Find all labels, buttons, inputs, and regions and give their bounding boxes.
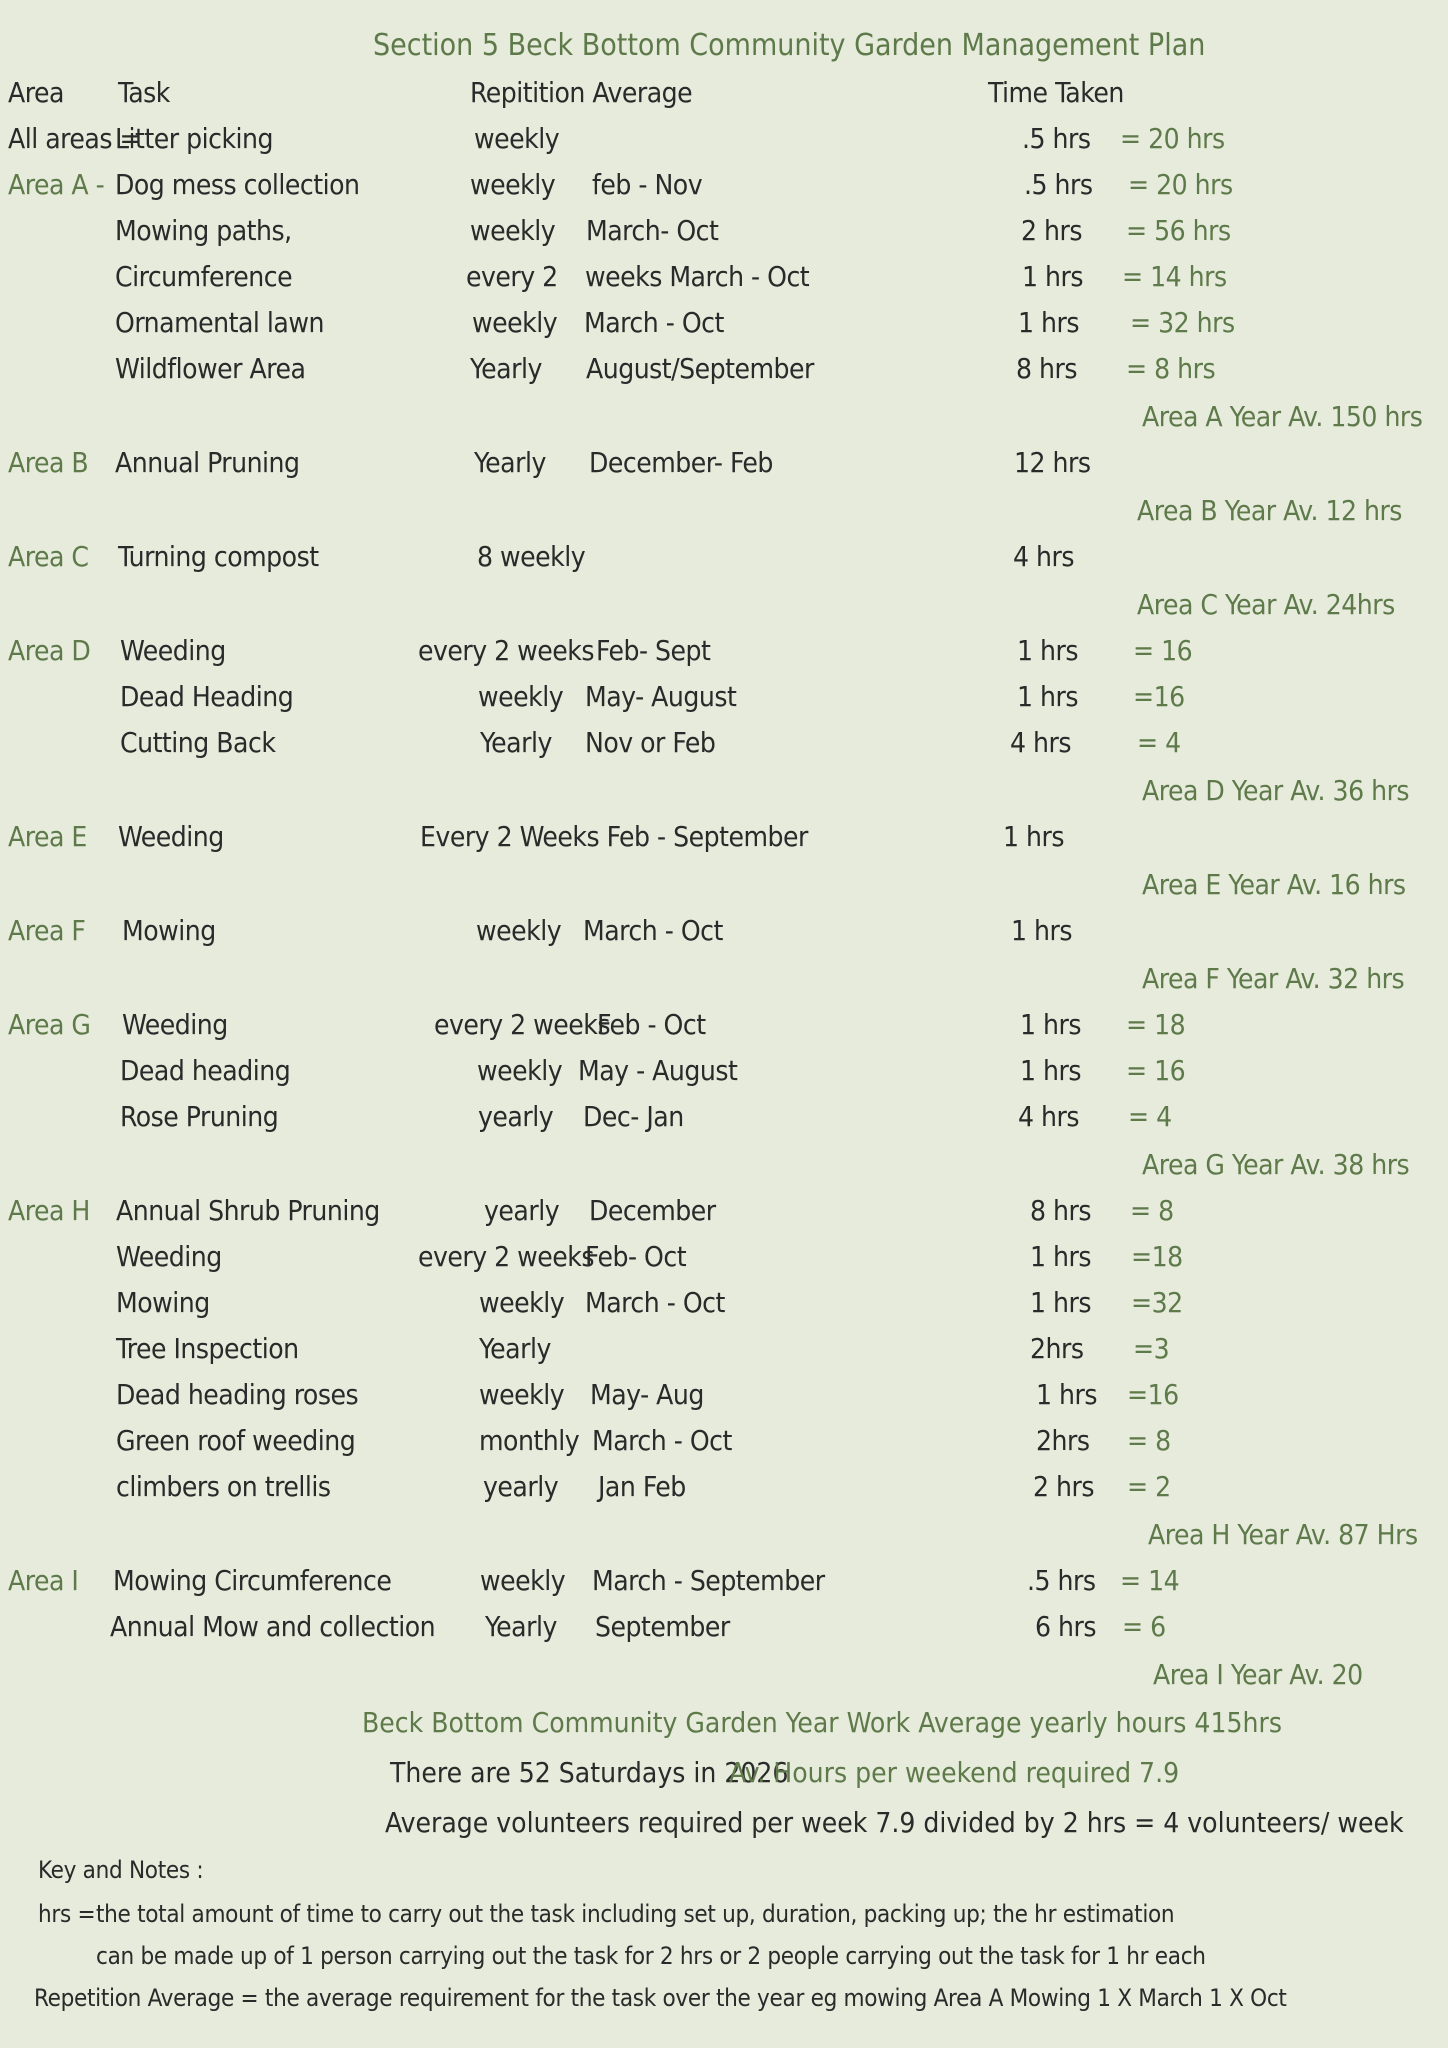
row-rep: Yearly	[474, 446, 546, 479]
subtotal-area-c: Area C Year Av. 24hrs	[1137, 588, 1395, 621]
row-total: =3	[1133, 1332, 1170, 1365]
header-time: Time Taken	[988, 76, 1124, 109]
row-period: December	[589, 1194, 716, 1227]
row-total: =16	[1133, 680, 1185, 713]
row-time: 2 hrs	[1033, 1470, 1094, 1503]
row-task: Tree Inspection	[116, 1332, 299, 1365]
row-time: 2hrs	[1036, 1424, 1090, 1457]
row-area: Area F	[8, 914, 86, 947]
row-task: Mowing	[116, 1286, 210, 1319]
row-time: 6 hrs	[1035, 1610, 1096, 1643]
header-area: Area	[8, 76, 64, 109]
row-period: September	[595, 1610, 730, 1643]
row-task: climbers on trellis	[116, 1470, 331, 1503]
row-task: Weeding	[118, 820, 224, 853]
row-total: = 8	[1130, 1194, 1174, 1227]
row-rep: every 2 weeks	[418, 634, 595, 667]
row-area: Area A -	[8, 168, 105, 201]
row-total: =16	[1127, 1378, 1179, 1411]
row-area: Area B	[8, 446, 89, 479]
row-time: 1 hrs	[1020, 1054, 1081, 1087]
row-total: = 8	[1127, 1424, 1171, 1457]
row-total: = 56 hrs	[1126, 214, 1231, 247]
row-time: 12 hrs	[1014, 446, 1091, 479]
row-total: = 18	[1126, 1008, 1186, 1041]
row-period: weeks March - Oct	[585, 260, 810, 293]
row-area: Area C	[8, 540, 89, 573]
row-rep: yearly	[483, 1470, 559, 1503]
row-total: = 4	[1128, 1100, 1172, 1133]
row-task: Litter picking	[115, 122, 274, 155]
row-total: = 6	[1122, 1610, 1166, 1643]
row-task: Green roof weeding	[116, 1424, 356, 1457]
row-period: Feb- Sept	[596, 634, 711, 667]
row-period: Feb - Oct	[597, 1008, 706, 1041]
row-time: 1 hrs	[1030, 1240, 1091, 1273]
header-repetition: Repitition Average	[470, 76, 693, 109]
row-area: Area G	[8, 1008, 91, 1041]
row-time: 1 hrs	[1003, 820, 1064, 853]
row-total: = 4	[1137, 726, 1181, 759]
row-task: Mowing paths,	[115, 214, 292, 247]
row-rep: every 2	[466, 260, 558, 293]
subtotal-area-d: Area D Year Av. 36 hrs	[1142, 774, 1410, 807]
row-total: =18	[1131, 1240, 1183, 1273]
row-period: March- Oct	[586, 214, 719, 247]
row-task: Annual Mow and collection	[110, 1610, 436, 1643]
subtotal-area-e: Area E Year Av. 16 hrs	[1142, 868, 1406, 901]
summary-year-work: Beck Bottom Community Garden Year Work Average yearly hours 415hrs	[362, 1706, 1282, 1739]
row-task: Dead Heading	[120, 680, 294, 713]
row-total: = 20 hrs	[1128, 168, 1233, 201]
row-period: December- Feb	[589, 446, 773, 479]
row-period: March - Oct	[592, 1424, 732, 1457]
row-time: 1 hrs	[1036, 1378, 1097, 1411]
row-task: Cutting Back	[120, 726, 276, 759]
row-rep: weekly	[480, 1564, 566, 1597]
row-total: =32	[1131, 1286, 1183, 1319]
row-period: feb - Nov	[592, 168, 703, 201]
subtotal-area-g: Area G Year Av. 38 hrs	[1142, 1148, 1410, 1181]
row-period: March - September	[592, 1564, 825, 1597]
row-rep: Yearly	[479, 1332, 551, 1365]
row-time: .5 hrs	[1024, 168, 1093, 201]
row-area: All areas =	[8, 122, 141, 155]
row-period: August/September	[586, 352, 814, 385]
row-rep: Every 2 Weeks Feb - September	[420, 820, 808, 853]
summary-saturdays: There are 52 Saturdays in 2026	[390, 1756, 789, 1789]
row-period: May - August	[578, 1054, 738, 1087]
notes-hrs-text-2: can be made up of 1 person carrying out the task for 2 hrs or 2 people carrying out the task for 1 hr each	[96, 1942, 1206, 1970]
notes-repetition: Repetition Average = the average requirement for the task over the year eg mowing Area A Mowing 1 X March 1 X Oct	[34, 1984, 1287, 2012]
row-rep: weekly	[472, 306, 558, 339]
row-time: 2 hrs	[1021, 214, 1082, 247]
row-rep: monthly	[479, 1424, 580, 1457]
row-task: Weeding	[120, 634, 226, 667]
row-period: March - Oct	[585, 1286, 725, 1319]
row-time: 1 hrs	[1018, 306, 1079, 339]
row-area: Area H	[8, 1194, 90, 1227]
notes-hrs-text-1: the total amount of time to carry out the task including set up, duration, packing up; the hr estimation	[96, 1900, 1175, 1928]
row-rep: weekly	[479, 1286, 565, 1319]
header-task: Task	[118, 76, 170, 109]
row-period: Nov or Feb	[585, 726, 716, 759]
row-rep: Yearly	[470, 352, 542, 385]
row-time: 1 hrs	[1020, 1008, 1081, 1041]
row-time: 1 hrs	[1011, 914, 1072, 947]
row-total: = 32 hrs	[1130, 306, 1235, 339]
subtotal-area-b: Area B Year Av. 12 hrs	[1137, 494, 1402, 527]
row-task: Turning compost	[118, 540, 319, 573]
summary-volunteers: Average volunteers required per week 7.9 divided by 2 hrs = 4 volunteers/ week	[385, 1806, 1404, 1839]
row-task: Dead heading roses	[116, 1378, 359, 1411]
row-time: 1 hrs	[1030, 1286, 1091, 1319]
row-task: Annual Shrub Pruning	[116, 1194, 380, 1227]
row-rep: weekly	[476, 914, 562, 947]
row-time: 1 hrs	[1017, 634, 1078, 667]
row-time: .5 hrs	[1027, 1564, 1096, 1597]
row-total: = 2	[1127, 1470, 1171, 1503]
row-total: = 8 hrs	[1126, 352, 1216, 385]
row-time: .5 hrs	[1022, 122, 1091, 155]
row-rep: every 2 weeks	[418, 1240, 595, 1273]
row-total: = 14 hrs	[1122, 260, 1227, 293]
subtotal-area-h: Area H Year Av. 87 Hrs	[1148, 1518, 1418, 1551]
row-rep: 8 weekly	[477, 540, 586, 573]
row-task: Rose Pruning	[120, 1100, 279, 1133]
row-rep: weekly	[474, 122, 560, 155]
row-period: March - Oct	[583, 914, 723, 947]
row-task: Weeding	[116, 1240, 222, 1273]
row-task: Mowing	[122, 914, 216, 947]
row-period: March - Oct	[584, 306, 724, 339]
row-time: 4 hrs	[1013, 540, 1074, 573]
row-total: = 16	[1133, 634, 1193, 667]
row-period: May- Aug	[590, 1378, 704, 1411]
row-task: Circumference	[115, 260, 293, 293]
row-rep: weekly	[479, 1378, 565, 1411]
subtotal-area-f: Area F Year Av. 32 hrs	[1142, 962, 1405, 995]
row-rep: Yearly	[485, 1610, 557, 1643]
row-time: 2hrs	[1030, 1332, 1084, 1365]
row-task: Wildflower Area	[115, 352, 306, 385]
row-time: 8 hrs	[1030, 1194, 1091, 1227]
row-total: = 16	[1126, 1054, 1186, 1087]
page-title: Section 5 Beck Bottom Community Garden Management Plan	[373, 28, 1206, 63]
row-rep: weekly	[478, 680, 564, 713]
row-task: Dead heading	[120, 1054, 291, 1087]
row-task: Ornamental lawn	[115, 306, 324, 339]
row-rep: yearly	[478, 1100, 554, 1133]
row-rep: weekly	[470, 214, 556, 247]
notes-hrs-key: hrs =	[38, 1900, 96, 1928]
row-rep: yearly	[484, 1194, 560, 1227]
row-time: 4 hrs	[1018, 1100, 1079, 1133]
row-total: = 20 hrs	[1120, 122, 1225, 155]
row-task: Mowing Circumference	[113, 1564, 392, 1597]
row-area: Area E	[8, 820, 87, 853]
row-period: May- August	[585, 680, 737, 713]
row-time: 1 hrs	[1022, 260, 1083, 293]
row-period: Dec- Jan	[583, 1100, 684, 1133]
row-task: Annual Pruning	[115, 446, 300, 479]
row-rep: weekly	[477, 1054, 563, 1087]
notes-heading: Key and Notes :	[38, 1856, 204, 1884]
row-rep: Yearly	[480, 726, 552, 759]
subtotal-area-a: Area A Year Av. 150 hrs	[1142, 400, 1423, 433]
row-area: Area I	[8, 1564, 79, 1597]
row-period: Jan Feb	[598, 1470, 686, 1503]
row-task: Dog mess collection	[115, 168, 360, 201]
row-rep: weekly	[470, 168, 556, 201]
subtotal-area-i: Area I Year Av. 20	[1153, 1658, 1363, 1691]
row-time: 8 hrs	[1016, 352, 1077, 385]
row-rep: every 2 weeks	[434, 1008, 611, 1041]
row-time: 4 hrs	[1010, 726, 1071, 759]
row-period: Feb- Oct	[585, 1240, 687, 1273]
row-time: 1 hrs	[1017, 680, 1078, 713]
row-task: Weeding	[122, 1008, 228, 1041]
summary-hours-weekend: Av. Hours per weekend required 7.9	[729, 1756, 1180, 1789]
row-area: Area D	[8, 634, 91, 667]
row-total: = 14	[1120, 1564, 1180, 1597]
